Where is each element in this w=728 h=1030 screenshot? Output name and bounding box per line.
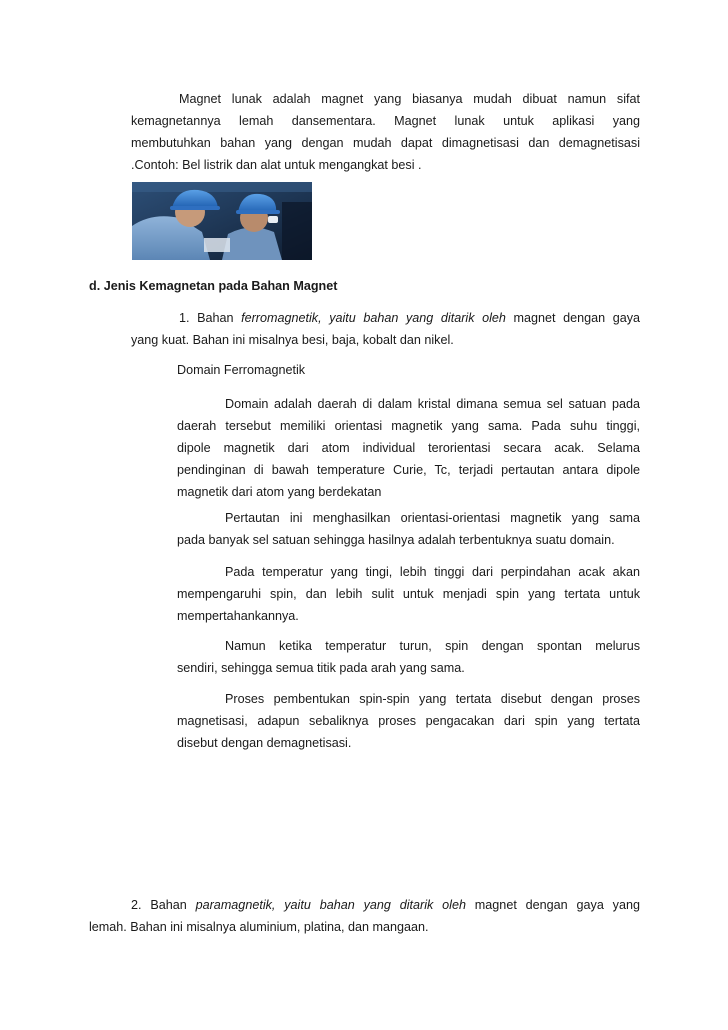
text-line: kemagnetannya lemah dansementara. Magnet lunak untuk aplikasi yang [131,114,640,128]
text-line: lemah. Bahan ini misalnya aluminium, platina, dan mangaan. [89,920,429,934]
italic-term: ferromagnetik, yaitu bahan yang ditarik oleh [241,311,506,325]
text-line [131,307,640,329]
text-line: Magnet lunak adalah magnet yang biasanya mudah dibuat namun sifat [179,92,640,106]
paragraph-domain-3 [177,561,640,627]
text-line: Domain adalah daerah di dalam kristal dimana semua sel satuan pada [225,397,640,411]
text-line: .Contoh: Bel listrik dan alat untuk mengangkat besi . [131,158,422,172]
text-line: Pada temperatur yang tingi, lebih tinggi dari perpindahan acak akan [225,565,640,579]
paragraph-paramagnetic [89,894,640,938]
paragraph-soft-magnet [131,88,640,176]
section-heading: d. Jenis Kemagnetan pada Bahan Magnet [89,279,338,293]
italic-term: paramagnetik, yaitu bahan yang ditarik oleh [195,898,466,912]
text-line: mempengaruhi spin, dan lebih sulit untuk menjadi spin yang tertata untuk [177,587,640,601]
text-segment: 1. Bahan [179,311,242,325]
photo-workers-hardhats [132,182,312,260]
text-line: Namun ketika temperatur turun, spin dengan spontan melurus [225,639,640,653]
subheading-domain: Domain Ferromagnetik [177,363,306,377]
text-line: magnetik dari atom yang berdekatan [177,485,382,499]
text-line: Proses pembentukan spin-spin yang tertata disebut dengan proses [225,692,640,706]
text-line: mempertahankannya. [177,609,299,623]
text-line: daerah tersebut memiliki orientasi magnetik yang sama. Pada suhu tinggi, [177,419,640,433]
text-line: Pertautan ini menghasilkan orientasi-orientasi magnetik yang sama [225,511,640,525]
text-line: yang kuat. Bahan ini misalnya besi, baja, kobalt dan nikel. [131,333,454,347]
paragraph-domain-1 [177,393,640,503]
text-line: membutuhkan bahan yang dengan mudah dapat dimagnetisasi dan demagnetisasi [131,136,640,150]
text-line: disebut dengan demagnetisasi. [177,736,352,750]
text-segment: 2. Bahan [131,898,196,912]
text-line [89,894,640,916]
text-line: dipole magnetik dari atom individual terorientasi secara acak. Selama [177,441,640,455]
photo-illustration [132,182,312,260]
text-segment: magnet dengan gaya [505,311,640,325]
paragraph-domain-2 [177,507,640,551]
paragraph-ferromagnetic [131,307,640,351]
text-line: magnetisasi, adapun sebaliknya proses pengacakan dari spin yang tertata [177,714,640,728]
text-line: sendiri, sehingga semua titik pada arah yang sama. [177,661,465,675]
text-line: pada banyak sel satuan sehingga hasilnya adalah terbentuknya suatu domain. [177,533,615,547]
text-segment: magnet dengan gaya yang [465,898,640,912]
text-line: pendinginan di bawah temperature Curie, Tc, terjadi pertautan antara dipole [177,463,640,477]
paragraph-domain-4 [177,635,640,679]
paragraph-domain-5 [177,688,640,754]
